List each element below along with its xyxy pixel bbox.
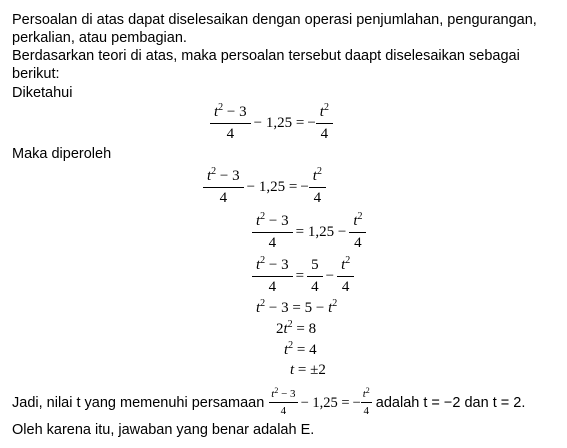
step-3-equation: $\frac{t^2 - 3}{4}$ = $\frac{5}{4}$ − $\frac{t^2}{4}$ [252,257,354,296]
conclusion-equation: $\frac{t^2 - 3}{4}$ − 1,25 = − $\frac{t^2}{4}$ [271,386,370,417]
label-diketahui: Diketahui [12,85,73,101]
label-maka-diperoleh: Maka diperoleh [12,146,112,162]
given-equation: $\frac{t^2 - 3}{4}$ − 1,25 = − $\frac{t^2}{4}$ [210,104,333,143]
fraction-t2-over-4: $\frac{t^2}{4}$ [316,104,333,143]
paragraph-method-line-2: berikut: [12,66,60,82]
fraction-t2-minus-3-over-4: $\frac{t^2 - 3}{4}$ [210,104,251,143]
conclusion-line [12,388,525,417]
step-7-equation: t = ±2 [290,362,326,378]
step-1-equation: $\frac{t^2 - 3}{4}$ − 1,25 = − $\frac{t^2}{4}$ [203,168,326,207]
step-4-equation: $t^2 - 3 = 5 - t^2$ [256,298,338,316]
paragraph-method-line-1: Berdasarkan teori di atas, maka persoalan tersebut daapt diselesaikan sebagai [12,48,520,64]
paragraph-intro-line-1: Persoalan di atas dapat diselesaikan dengan operasi penjumlahan, pengurangan, [12,12,537,28]
final-answer: Oleh karena itu, jawaban yang benar adalah E. [12,422,315,438]
step-6-equation: $t^2 = 4$ [284,340,317,358]
step-2-equation: $\frac{t^2 - 3}{4}$ = 1,25 − $\frac{t^2}{4}$ [252,213,366,252]
conclusion-prefix: Jadi, nilai t yang memenuhi persamaan [12,394,265,411]
conclusion-suffix: adalah t = −2 dan t = 2. [375,394,526,411]
paragraph-intro-line-2: perkalian, atau pembagian. [12,30,187,46]
step-5-equation: $2t^2 = 8$ [276,319,317,337]
